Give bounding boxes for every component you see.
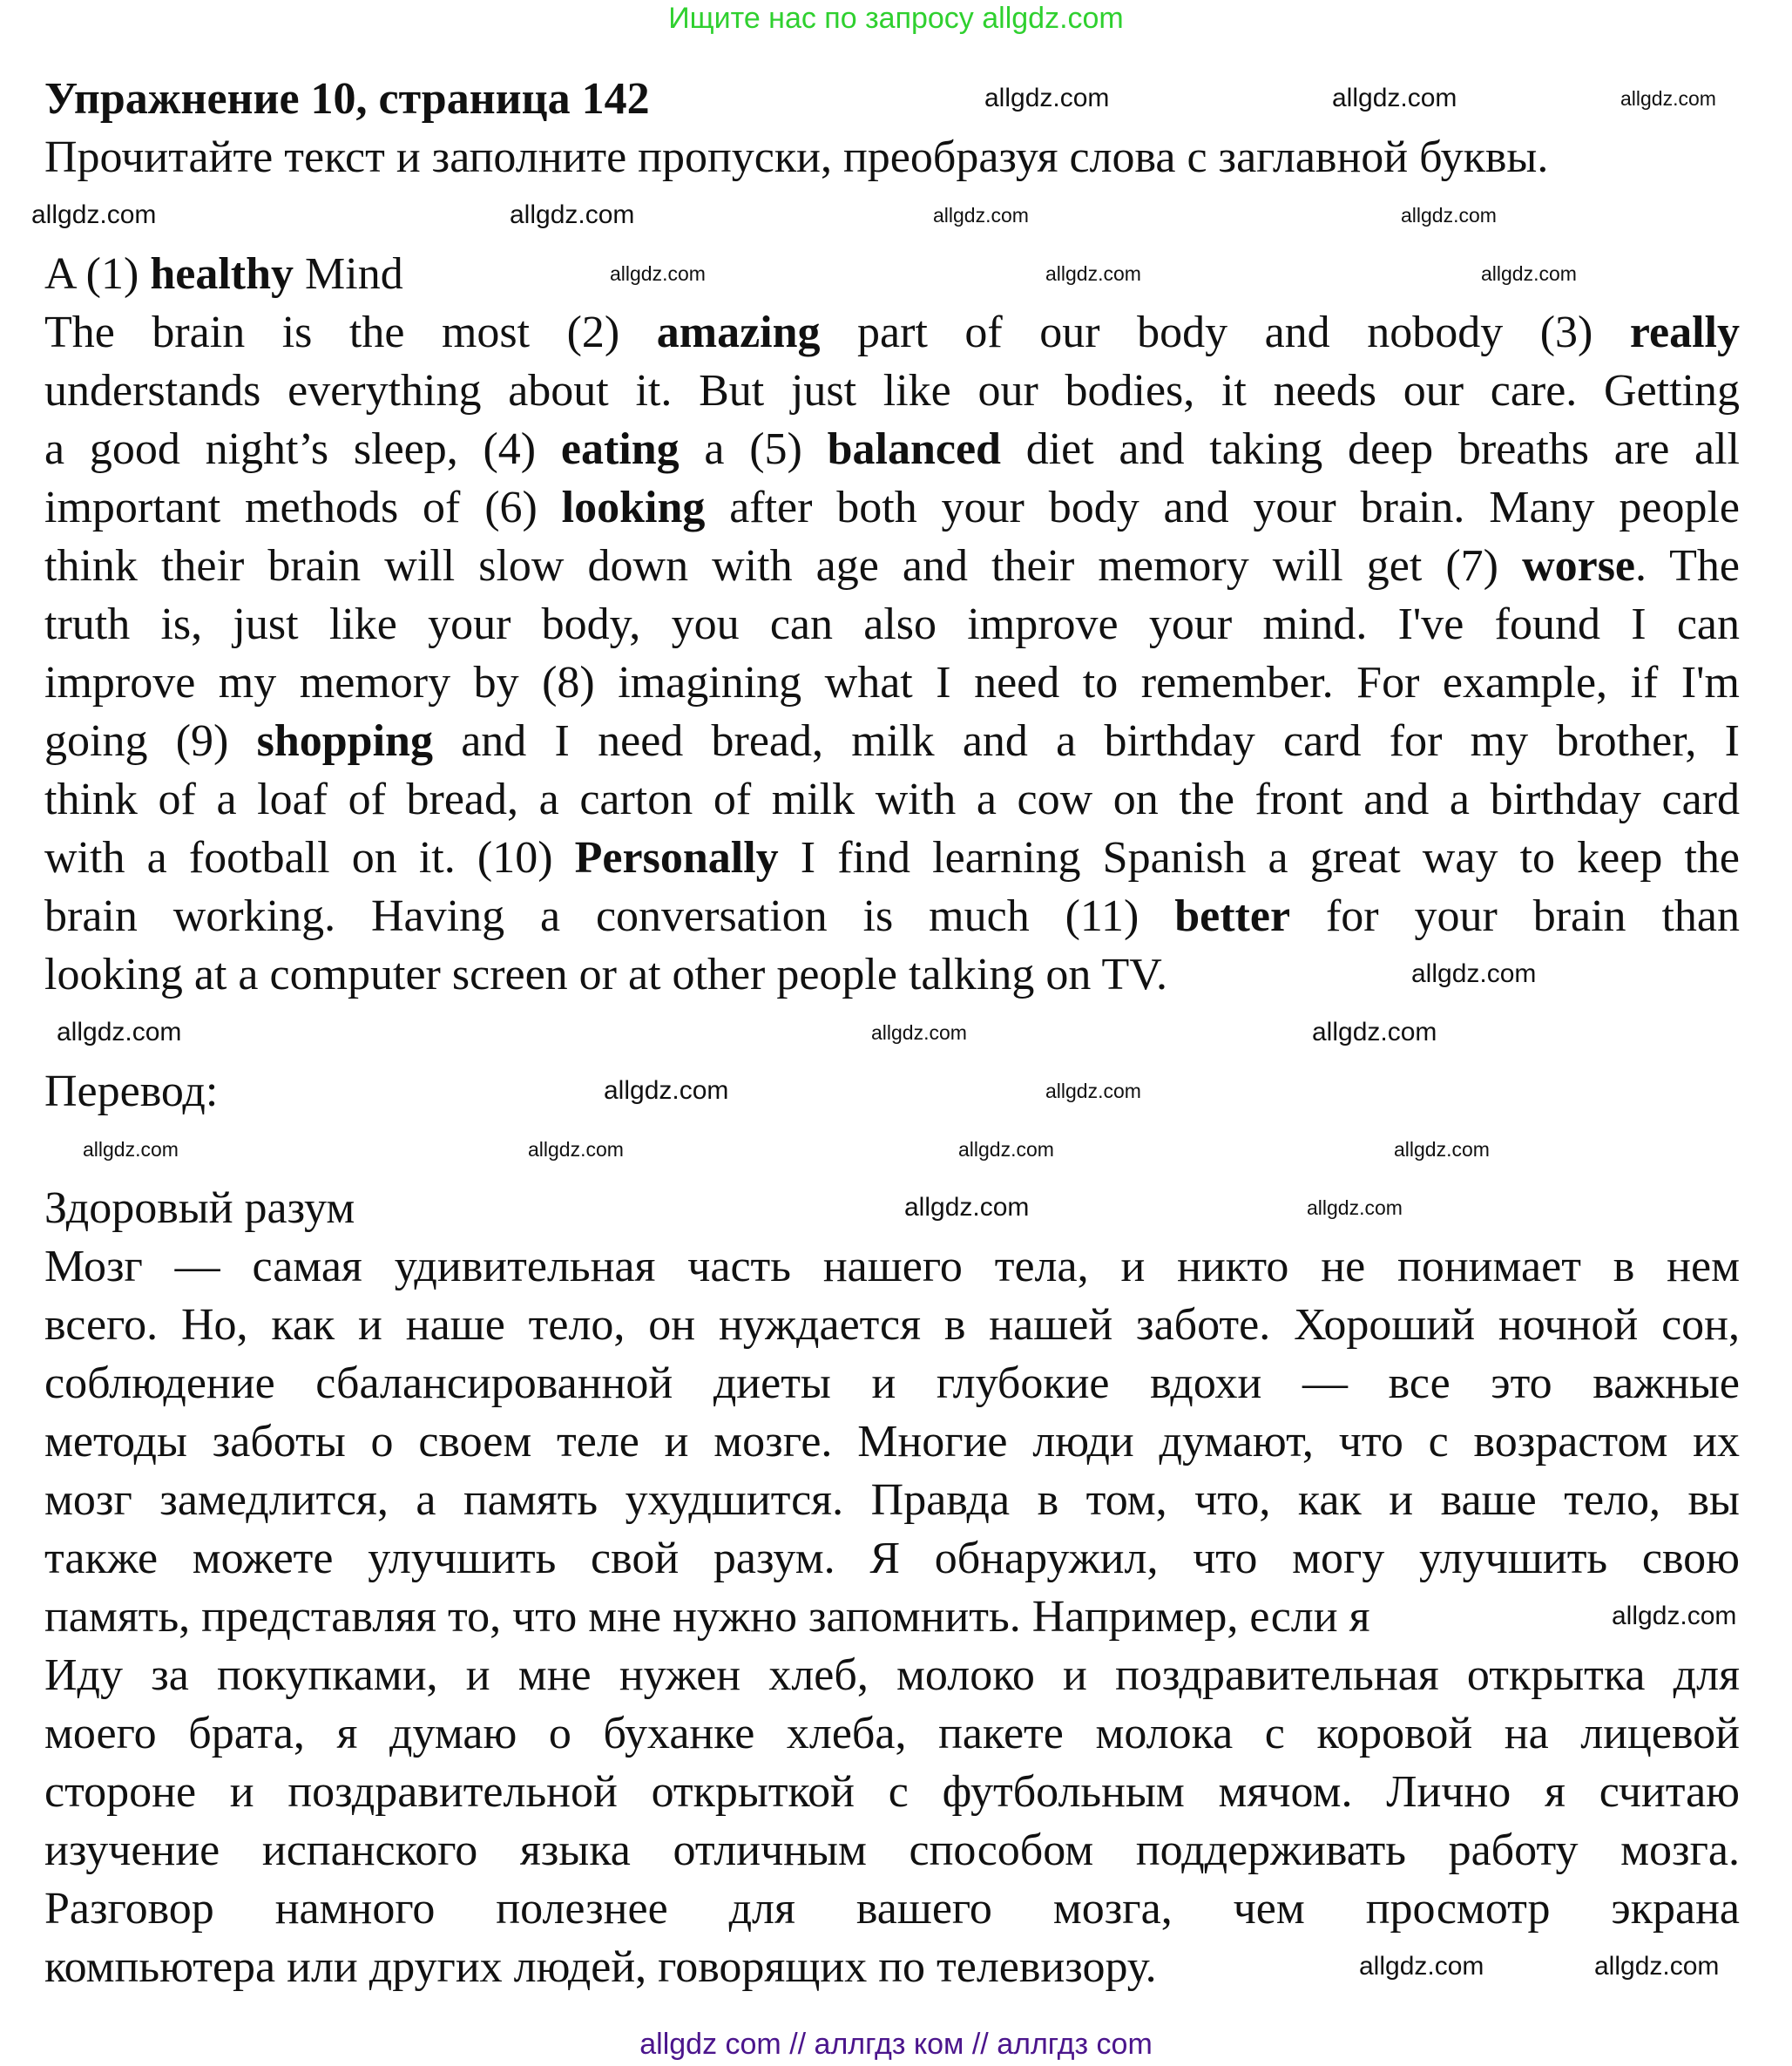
text-line bbox=[44, 1763, 1740, 1821]
watermark: allgdz.com bbox=[1332, 84, 1457, 112]
watermark: allgdz.com bbox=[83, 1138, 179, 1161]
text-line bbox=[44, 537, 1740, 595]
text-segment: a (5) bbox=[679, 424, 828, 474]
text-line bbox=[44, 1646, 1740, 1704]
text-segment: with a football on it. (10) bbox=[44, 833, 575, 883]
watermark: allgdz.com bbox=[1594, 1952, 1720, 1981]
text-segment: diet and taking deep breaths are all bbox=[1000, 424, 1740, 474]
text-segment: for your brain than bbox=[1290, 891, 1741, 941]
answer-word: looking bbox=[561, 483, 706, 532]
watermark: allgdz.com bbox=[1401, 204, 1497, 227]
watermark: allgdz.com bbox=[528, 1138, 624, 1161]
watermark: allgdz.com bbox=[1045, 262, 1141, 285]
answer-word: worse bbox=[1522, 541, 1636, 591]
text-line bbox=[44, 362, 1740, 420]
text-segment: стороне и поздравительной открыткой с футбольным мячом. Лично я считаю bbox=[44, 1767, 1740, 1817]
watermark: allgdz.com bbox=[1045, 1080, 1141, 1102]
text-line bbox=[44, 1471, 1740, 1529]
text-segment: think of a loaf of bread, a carton of milk with a cow on the front and a birthday card bbox=[44, 775, 1740, 824]
text-segment: Мозг — самая удивительная часть нашего тела, и никто не понимает в нем bbox=[44, 1242, 1740, 1291]
text-line bbox=[44, 654, 1740, 712]
answer-word: healthy bbox=[150, 249, 294, 299]
text-segment: . The bbox=[1635, 541, 1740, 591]
text-segment: моего брата, я думаю о буханке хлеба, пакете молока с коровой на лицевой bbox=[44, 1709, 1740, 1758]
text-line bbox=[44, 1354, 1740, 1412]
watermark: allgdz.com bbox=[1481, 262, 1577, 285]
text-line bbox=[44, 1821, 1740, 1880]
watermark: allgdz.com bbox=[1612, 1602, 1737, 1630]
text-segment: мозг замедлится, а память ухудшится. Правда в том, что, как и ваше тело, вы bbox=[44, 1475, 1740, 1525]
text-line bbox=[44, 887, 1740, 945]
text-segment: think their brain will slow down with age and their memory will get (7) bbox=[44, 541, 1523, 591]
answer-word: shopping bbox=[256, 716, 433, 766]
answer-word: eating bbox=[560, 424, 680, 474]
text-segment: part of our body and nobody (3) bbox=[820, 308, 1630, 357]
text-line bbox=[44, 770, 1740, 829]
watermark: allgdz.com bbox=[610, 262, 706, 285]
text-segment: I find learning Spanish a great way to keep the bbox=[778, 833, 1741, 883]
watermark: allgdz.com bbox=[31, 200, 157, 229]
text-segment: методы заботы о своем теле и мозге. Многие люди думают, что с возрастом их bbox=[44, 1417, 1740, 1467]
english-text bbox=[44, 245, 1740, 1004]
watermark: allgdz.com bbox=[510, 200, 635, 229]
watermark: allgdz.com bbox=[871, 1021, 967, 1044]
text-segment: looking at a computer screen or at other people talking on TV. bbox=[44, 950, 1168, 999]
text-segment: The brain is the most (2) bbox=[44, 308, 657, 357]
answer-word: balanced bbox=[827, 424, 1001, 474]
instruction: Прочитайте текст и заполните пропуски, преобразуя слова с заглавной буквы. bbox=[44, 132, 1549, 182]
footer-links[interactable]: allgdz com // аллгдз ком // аллгдз com bbox=[639, 2028, 1153, 2061]
text-segment: brain working. Having a conversation is much (11) bbox=[44, 891, 1175, 941]
answer-word: better bbox=[1174, 891, 1291, 941]
watermark: allgdz.com bbox=[57, 1018, 182, 1047]
text-line bbox=[44, 1704, 1740, 1763]
watermark: allgdz.com bbox=[604, 1076, 729, 1105]
russian-translation bbox=[44, 1179, 1740, 1996]
text-line bbox=[44, 1237, 1740, 1296]
text-line bbox=[44, 712, 1740, 770]
text-segment: understands everything about it. But just like our bodies, it needs our care. Getting bbox=[44, 366, 1740, 416]
translation-label: Перевод: bbox=[44, 1067, 219, 1116]
text-segment: a good night’s sleep, (4) bbox=[44, 424, 561, 474]
text-line bbox=[44, 595, 1740, 654]
text-line bbox=[44, 829, 1740, 887]
text-segment: всего. Но, как и наше тело, он нуждается в нашей заботе. Хороший ночной сон, bbox=[44, 1300, 1740, 1350]
text-segment: Иду за покупками, и мне нужен хлеб, молоко и поздравительная открытка для bbox=[44, 1650, 1740, 1700]
watermark: allgdz.com bbox=[1359, 1952, 1484, 1981]
text-segment: and I need bread, milk and a birthday card for my brother, I bbox=[432, 716, 1740, 766]
text-line bbox=[44, 1179, 1740, 1237]
text-line bbox=[44, 420, 1740, 478]
watermark: allgdz.com bbox=[984, 84, 1110, 112]
answer-word: amazing bbox=[656, 308, 821, 357]
text-segment: A (1) bbox=[44, 249, 151, 299]
text-line bbox=[44, 478, 1740, 537]
text-segment: going (9) bbox=[44, 716, 257, 766]
watermark: allgdz.com bbox=[1620, 87, 1716, 110]
answer-word: Personally bbox=[574, 833, 779, 883]
text-segment: important methods of (6) bbox=[44, 483, 562, 532]
text-line bbox=[44, 1588, 1740, 1646]
text-segment: after both your body and your brain. Many people bbox=[705, 483, 1740, 532]
watermark: allgdz.com bbox=[1312, 1018, 1437, 1047]
text-segment: память, представляя то, что мне нужно запомнить. Например, если я bbox=[44, 1592, 1370, 1642]
text-segment: Разговор намного полезнее для вашего мозга, чем просмотр экрана bbox=[44, 1884, 1740, 1934]
text-line bbox=[44, 303, 1740, 362]
text-line bbox=[44, 1412, 1740, 1471]
text-line bbox=[44, 1529, 1740, 1588]
answer-word: really bbox=[1629, 308, 1740, 357]
text-line bbox=[44, 1880, 1740, 1938]
watermark: allgdz.com bbox=[958, 1138, 1054, 1161]
watermark: allgdz.com bbox=[1411, 959, 1537, 988]
text-segment: компьютера или других людей, говорящих по телевизору. bbox=[44, 1942, 1157, 1992]
watermark: allgdz.com bbox=[904, 1193, 1030, 1222]
watermark: allgdz.com bbox=[933, 204, 1029, 227]
text-segment: Здоровый разум bbox=[44, 1183, 355, 1233]
watermark: allgdz.com bbox=[1394, 1138, 1490, 1161]
text-segment: truth is, just like your body, you can also improve your mind. I've found I can bbox=[44, 599, 1740, 649]
text-segment: изучение испанского языка отличным способом поддерживать работу мозга. bbox=[44, 1826, 1740, 1875]
watermark: allgdz.com bbox=[1307, 1196, 1403, 1219]
text-line bbox=[44, 1296, 1740, 1354]
top-banner[interactable]: Ищите нас по запросу allgdz.com bbox=[668, 2, 1124, 35]
text-segment: improve my memory by (8) imagining what I need to remember. For example, if I'm bbox=[44, 658, 1740, 708]
text-line bbox=[44, 1938, 1740, 1996]
exercise-title: Упражнение 10, страница 142 bbox=[44, 74, 650, 124]
text-segment: соблюдение сбалансированной диеты и глубокие вдохи — все это важные bbox=[44, 1358, 1740, 1408]
text-segment: также можете улучшить свой разум. Я обнаружил, что могу улучшить свою bbox=[44, 1534, 1740, 1583]
text-segment: Mind bbox=[294, 249, 403, 299]
